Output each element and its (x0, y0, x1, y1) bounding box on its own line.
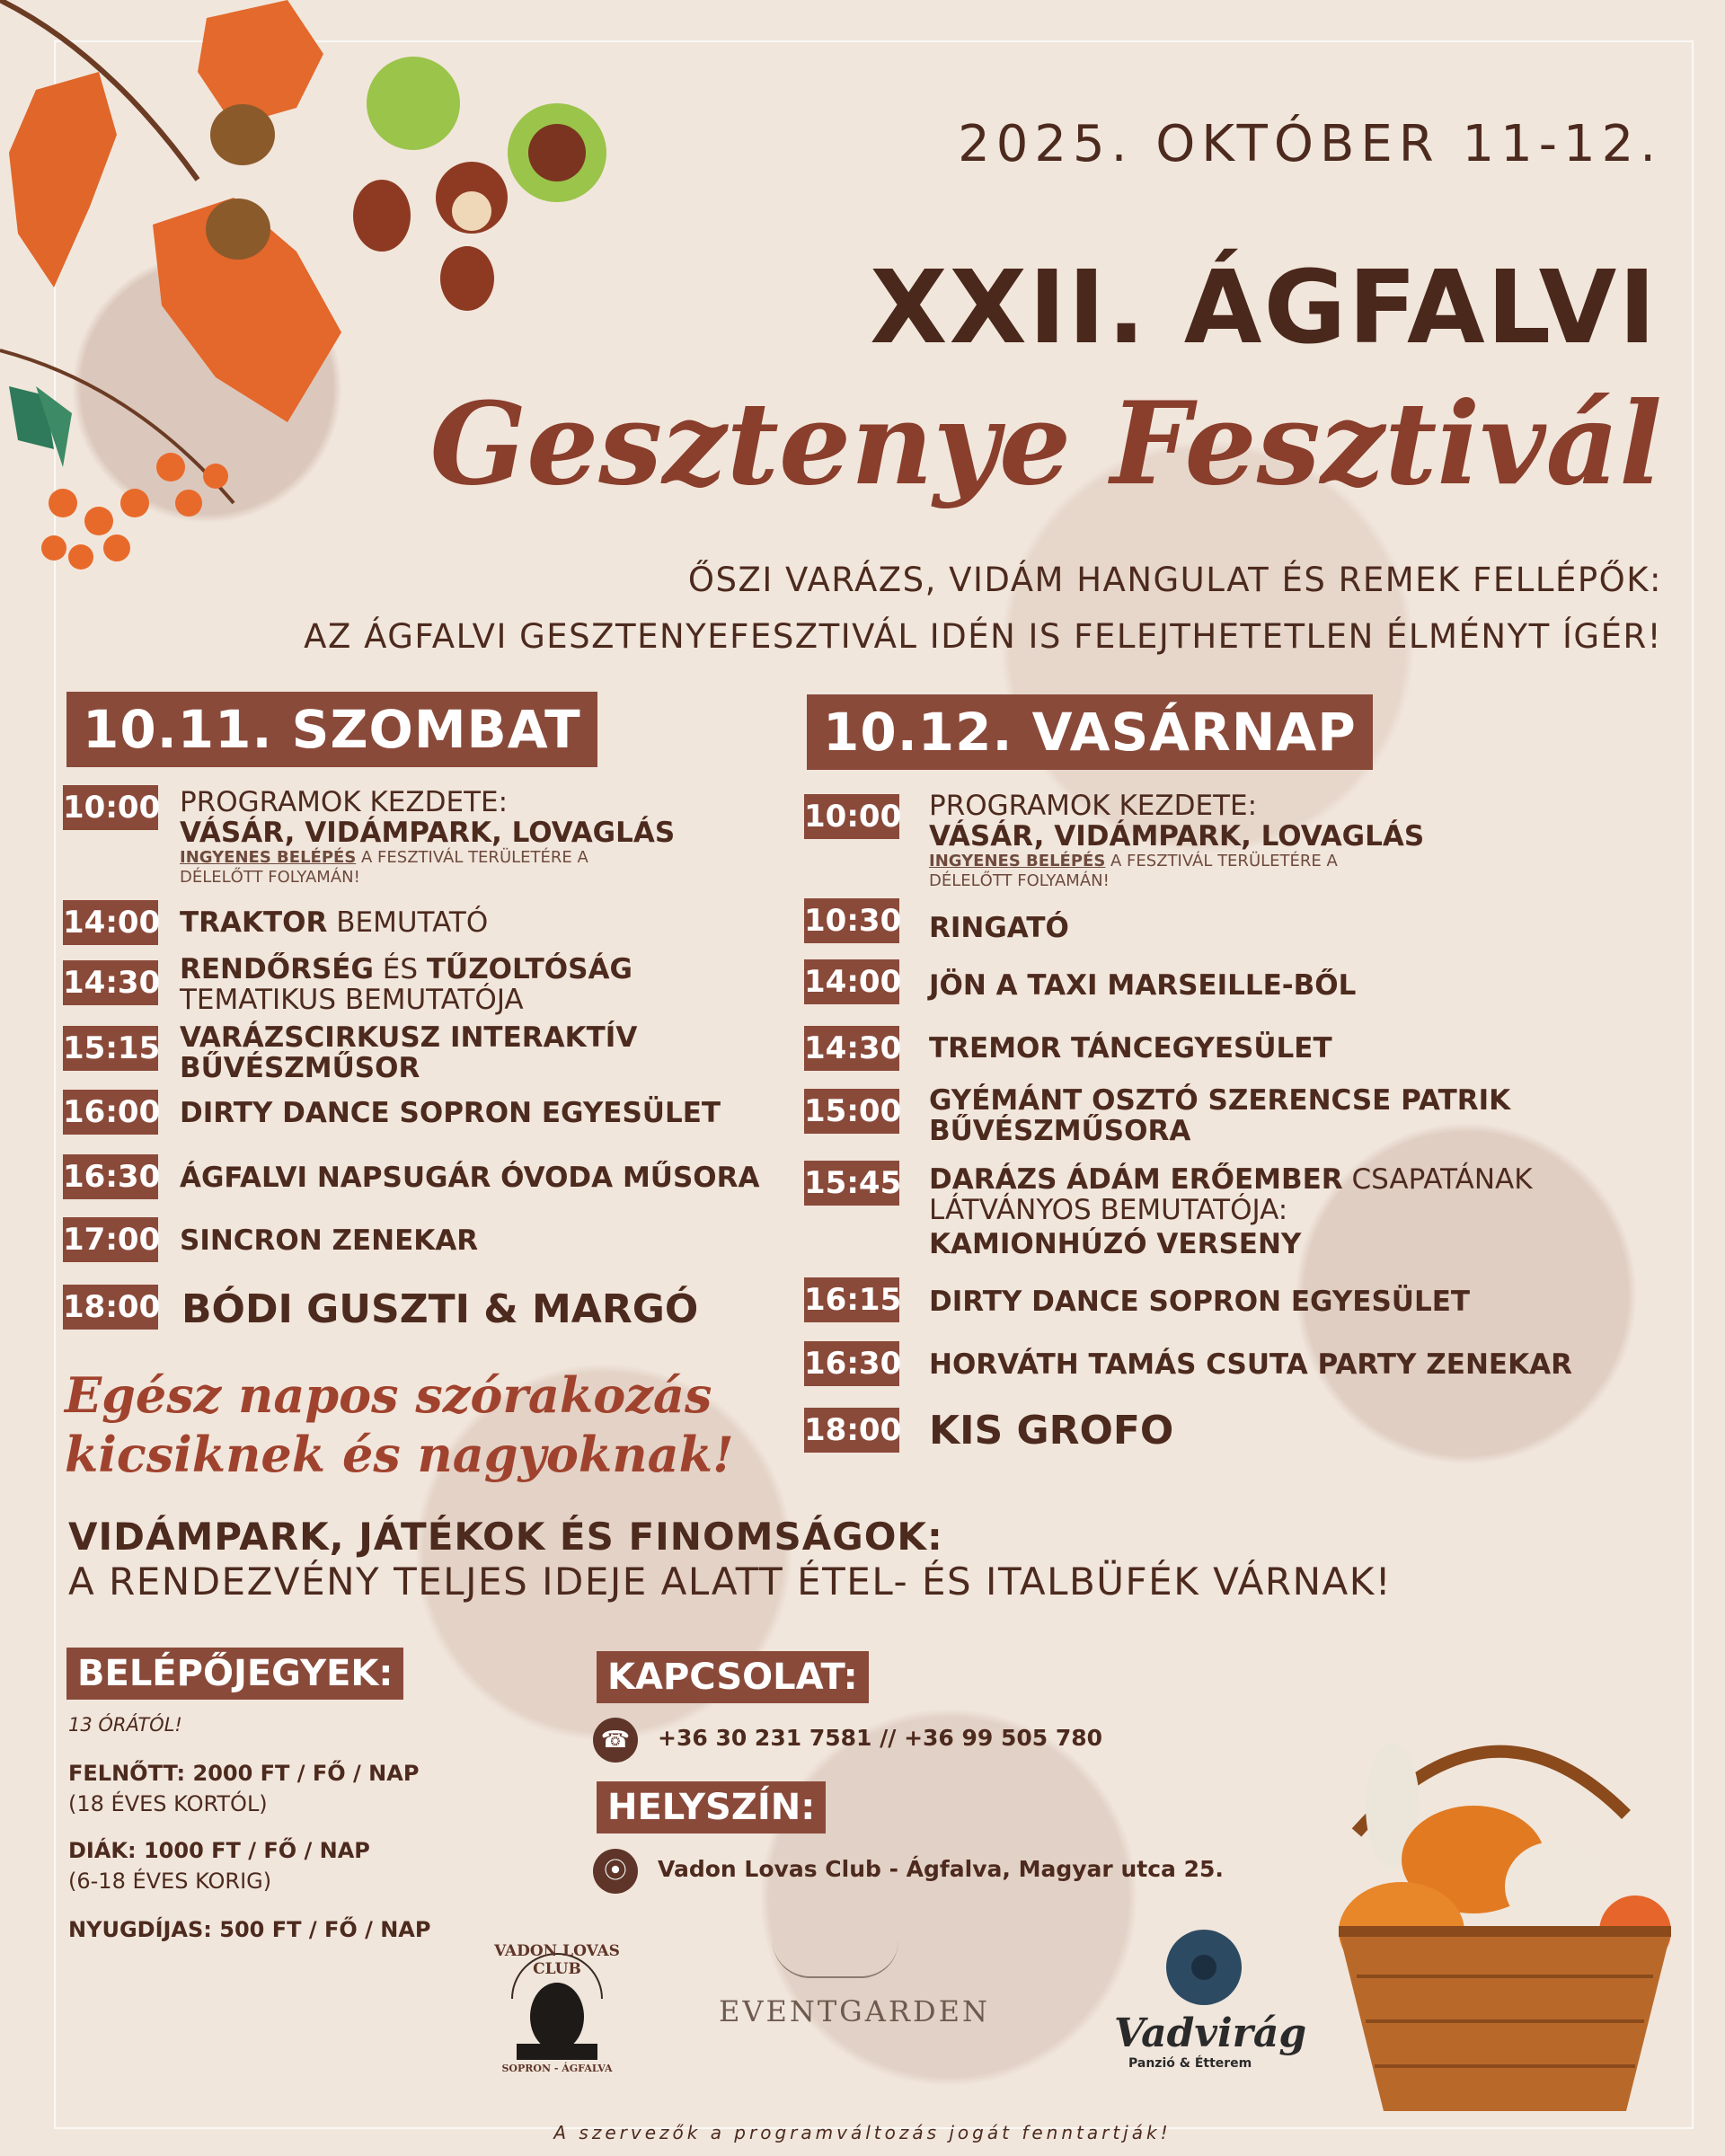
info-heading: VIDÁMPARK, JÁTÉKOK ÉS FINOMSÁGOK: (68, 1515, 943, 1559)
sun-event-1545-line3: KAMIONHÚZÓ VERSENY (929, 1228, 1302, 1260)
sat-time-1400: 14:00 (63, 900, 158, 945)
location-pin-icon: ⦿ (593, 1849, 638, 1894)
sun-event-1000-line1: PROGRAMOK KEZDETE: (929, 790, 1258, 822)
sat-time-1430: 14:30 (63, 960, 158, 1005)
autumn-leaves-decoration (0, 0, 629, 611)
sun-time-1000: 10:00 (804, 794, 899, 839)
slogan-line1: Egész napos szórakozás (65, 1366, 712, 1424)
eventgarden-ornament-icon (773, 1940, 898, 1978)
info-text: A RENDEZVÉNY TELJES IDEJE ALATT ÉTEL- ÉS ITALBÜFÉK VÁRNAK! (68, 1560, 1393, 1604)
sun-event-1500-line2: BŰVÉSZMŰSORA (929, 1115, 1191, 1147)
sun-time-1500: 15:00 (804, 1089, 899, 1134)
sun-event-1430: TREMOR TÁNCEGYESÜLET (929, 1032, 1332, 1065)
sat-time-1800: 18:00 (63, 1285, 158, 1330)
sat-event-1400-bold: TRAKTOR (180, 906, 328, 939)
sun-time-1030: 10:30 (804, 898, 899, 943)
sat-free-entry-rest: A FESZTIVÁL TERÜLETÉRE A (356, 848, 588, 867)
slogan (65, 1365, 734, 1484)
tickets-from: 13 ÓRÁTÓL! (68, 1714, 182, 1736)
sat-event-1430 (180, 954, 632, 1015)
ticket-adult-note: (18 ÉVES KORTÓL) (68, 1791, 268, 1816)
vadvirag-logo (1114, 1922, 1306, 2071)
sun-free-entry-rest: A FESZTIVÁL TERÜLETÉRE A (1105, 852, 1338, 870)
sat-time-1600: 16:00 (63, 1090, 158, 1135)
ticket-pensioner: NYUGDÍJAS: 500 FT / FŐ / NAP (68, 1917, 431, 1942)
sat-event-1630: ÁGFALVI NAPSUGÁR ÓVODA MŰSORA (180, 1162, 760, 1194)
sun-time-1400: 14:00 (804, 959, 899, 1004)
festival-date: 2025. OKTÓBER 11-12. (958, 115, 1662, 173)
eventgarden-logo: EVENTGARDEN (719, 1994, 990, 2028)
sat-event-1430-bold: RENDŐRSÉG (180, 953, 374, 985)
sat-time-1515: 15:15 (63, 1026, 158, 1071)
sat-free-entry: INGYENES BELÉPÉS (180, 848, 357, 867)
slogan-line2: kicsiknek és nagyoknak! (65, 1426, 734, 1483)
contact-phone[interactable]: +36 30 231 7581 // +36 99 505 780 (658, 1725, 1103, 1751)
ticket-adult: FELNŐTT: 2000 FT / FŐ / NAP (68, 1761, 420, 1786)
sun-time-1430: 14:30 (804, 1026, 899, 1071)
sun-event-1545-line2: LÁTVÁNYOS BEMUTATÓJA: (929, 1194, 1288, 1226)
sun-free-entry: INGYENES BELÉPÉS (929, 852, 1106, 870)
sun-time-1615: 16:15 (804, 1277, 899, 1322)
sat-event-1515 (180, 1022, 637, 1083)
vadon-lovas-club-logo (485, 1931, 629, 2075)
sat-event-1000-line1: PROGRAMOK KEZDETE: (180, 786, 509, 818)
ticket-student-note: (6-18 ÉVES KORIG) (68, 1869, 272, 1894)
sun-free-entry-line2: DÉLELŐTT FOLYAMÁN! (929, 871, 1110, 890)
vadvirag-logo-subtext: Panzió & Étterem (1128, 2056, 1252, 2071)
sun-event-1400: JÖN A TAXI MARSEILLE-BŐL (929, 969, 1357, 1002)
vadon-logo-subtext: SOPRON - ÁGFALVA (501, 2063, 613, 2074)
vadon-logo-text: VADON LOVAS CLUB (494, 1942, 620, 1978)
sun-event-1545-bold: DARÁZS ÁDÁM ERŐEMBER (929, 1163, 1343, 1196)
sat-event-1000-line2: VÁSÁR, VIDÁMPARK, LOVAGLÁS (180, 817, 676, 849)
sun-time-1630: 16:30 (804, 1341, 899, 1386)
sat-event-1400-rest: BEMUTATÓ (327, 906, 489, 939)
tickets-label: BELÉPŐJEGYEK: (66, 1648, 403, 1700)
sun-event-1545 (929, 1164, 1533, 1259)
intro-line-1: ŐSZI VARÁZS, VIDÁM HANGULAT ÉS REMEK FELLÉPŐK: (687, 561, 1662, 599)
festival-script-title: Gesztenye Fesztivál (429, 377, 1662, 510)
sun-event-1615: DIRTY DANCE SOPRON EGYESÜLET (929, 1286, 1471, 1318)
sun-time-1545: 15:45 (804, 1161, 899, 1206)
contact-label: KAPCSOLAT: (597, 1651, 869, 1703)
sun-event-1800: KIS GROFO (929, 1408, 1174, 1454)
sat-event-1000 (180, 787, 675, 888)
sat-event-1430-line2: TEMATIKUS BEMUTATÓJA (180, 984, 524, 1016)
sat-free-entry-line2: DÉLELŐTT FOLYAMÁN! (180, 868, 360, 887)
sun-event-1500-line1: GYÉMÁNT OSZTÓ SZERENCSE PATRIK (929, 1084, 1511, 1117)
sun-event-1000 (929, 791, 1424, 891)
pumpkin-basket-decoration (1330, 1707, 1707, 2138)
sun-event-1545-rest: CSAPATÁNAK (1342, 1163, 1533, 1196)
location-label: HELYSZÍN: (597, 1781, 826, 1833)
footer-disclaimer: A szervezők a programváltozás jogát fenntartják! (553, 2122, 1172, 2143)
sat-event-1800: BÓDI GUSZTI & MARGÓ (181, 1286, 699, 1332)
sunday-heading: 10.12. VASÁRNAP (807, 694, 1373, 770)
saturday-heading: 10.11. SZOMBAT (66, 692, 597, 767)
sun-event-1030: RINGATÓ (929, 912, 1069, 944)
sun-event-1630: HORVÁTH TAMÁS CSUTA PARTY ZENEKAR (929, 1348, 1572, 1381)
flower-icon (1114, 1922, 1294, 2012)
sun-event-1500 (929, 1085, 1510, 1146)
sat-event-1515-line1: VARÁZSCIRKUSZ INTERAKTÍV (180, 1021, 638, 1054)
sat-event-1700: SINCRON ZENEKAR (180, 1224, 479, 1257)
sat-event-1515-line2: BŰVÉSZMŰSOR (180, 1052, 420, 1084)
phone-icon: ☎ (593, 1718, 638, 1763)
sun-time-1800: 18:00 (804, 1408, 899, 1453)
sat-event-1430-mid: ÉS (373, 953, 427, 985)
festival-title: XXII. ÁGFALVI (870, 250, 1658, 367)
sat-event-1600: DIRTY DANCE SOPRON EGYESÜLET (180, 1097, 721, 1129)
sat-time-1000: 10:00 (63, 785, 158, 830)
ticket-student: DIÁK: 1000 FT / FŐ / NAP (68, 1838, 370, 1863)
contact-address: Vadon Lovas Club - Ágfalva, Magyar utca 25. (658, 1856, 1224, 1882)
sat-time-1700: 17:00 (63, 1217, 158, 1262)
sun-event-1000-line2: VÁSÁR, VIDÁMPARK, LOVAGLÁS (929, 820, 1425, 853)
sat-event-1430-bold2: TŰZOLTÓSÁG (426, 953, 632, 985)
sat-time-1630: 16:30 (63, 1154, 158, 1199)
intro-line-2: AZ ÁGFALVI GESZTENYEFESZTIVÁL IDÉN IS FELEJTHETETLEN ÉLMÉNYT ÍGÉR! (304, 617, 1662, 656)
sat-event-1400 (180, 907, 488, 938)
vadvirag-logo-text: Vadvirág (1114, 2010, 1307, 2056)
